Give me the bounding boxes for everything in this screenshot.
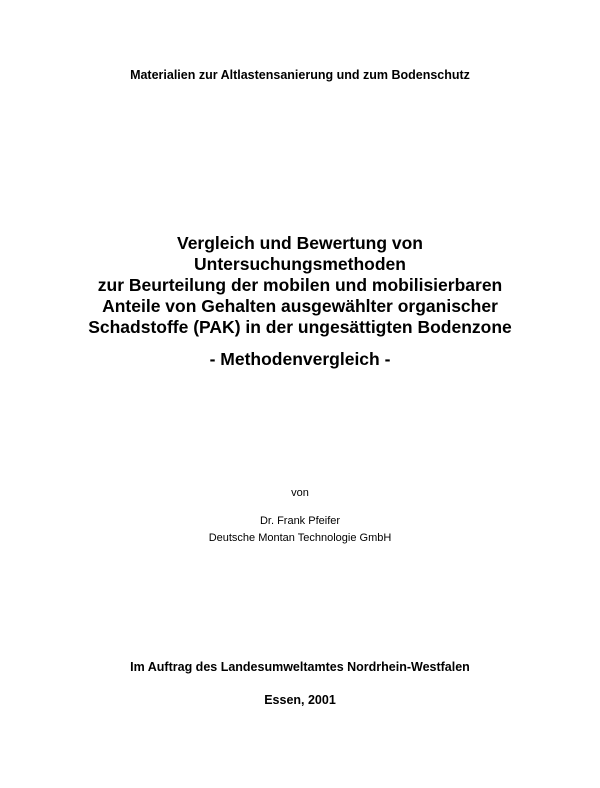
title-line: Vergleich und Bewertung von <box>176 233 423 253</box>
document-subtitle: - Methodenvergleich - <box>209 349 391 369</box>
title-line: Untersuchungsmethoden <box>194 254 406 274</box>
series-title: Materialien zur Altlastensanierung und zum Bodenschutz <box>130 68 470 82</box>
author-name: Dr. Frank Pfeifer <box>259 515 341 527</box>
document-title <box>0 233 600 338</box>
commissioned-by: Im Auftrag des Landesumweltamtes Nordrhein-Westfalen <box>130 660 470 674</box>
title-line: Anteile von Gehalten ausgewählter organischer <box>102 296 498 316</box>
title-line: Schadstoffe (PAK) in der ungesättigten Bodenzone <box>88 317 512 337</box>
by-label: von <box>291 487 309 499</box>
title-line: zur Beurteilung der mobilen und mobilisierbaren <box>97 275 503 295</box>
author-organization: Deutsche Montan Technologie GmbH <box>208 532 392 544</box>
place-date: Essen, 2001 <box>264 693 336 707</box>
